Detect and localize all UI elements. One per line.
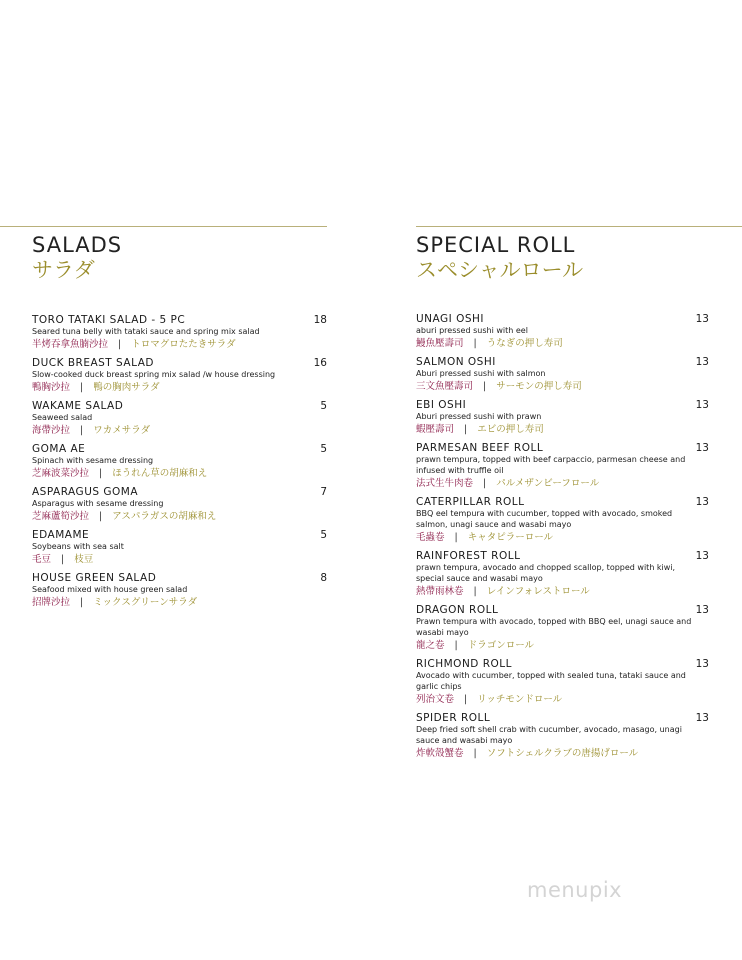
separator: | bbox=[464, 424, 468, 435]
item-name-chinese: 蝦壓壽司 bbox=[416, 424, 455, 435]
separator: | bbox=[473, 748, 477, 759]
item-price: 13 bbox=[695, 399, 709, 411]
menu-item bbox=[416, 442, 709, 490]
item-translations bbox=[416, 380, 709, 393]
menu-item bbox=[32, 529, 327, 566]
section-title-en: SPECIAL ROLL bbox=[416, 233, 576, 257]
separator: | bbox=[473, 338, 477, 349]
item-price: 13 bbox=[695, 313, 709, 325]
item-name: DRAGON ROLL bbox=[416, 604, 499, 616]
separator: | bbox=[454, 532, 458, 543]
item-description: Seaweed salad bbox=[32, 413, 93, 422]
menu-item bbox=[32, 443, 327, 480]
salads-items bbox=[32, 314, 327, 609]
item-name-japanese: ミックスグリーンサラダ bbox=[93, 597, 198, 608]
item-name-japanese: エビの押し寿司 bbox=[477, 424, 544, 435]
item-name-japanese: キャタピラーロール bbox=[467, 532, 554, 543]
item-price: 13 bbox=[695, 550, 709, 562]
item-price: 18 bbox=[313, 314, 327, 326]
item-translations bbox=[416, 639, 709, 652]
item-name-japanese: サーモンの押し寿司 bbox=[496, 381, 582, 392]
separator: | bbox=[118, 339, 122, 350]
item-name-chinese: 法式生牛肉卷 bbox=[416, 478, 474, 489]
section-divider bbox=[0, 226, 327, 227]
item-price: 13 bbox=[695, 712, 709, 724]
item-translations bbox=[32, 510, 327, 523]
item-translations bbox=[416, 337, 709, 350]
item-name-japanese: ほうれん草の胡麻和え bbox=[112, 468, 208, 479]
section-title-jp: スペシャルロール bbox=[416, 258, 584, 282]
menu-item bbox=[416, 658, 709, 706]
menu-item bbox=[32, 486, 327, 523]
item-description: Asparagus with sesame dressing bbox=[32, 499, 164, 508]
item-description: Soybeans with sea salt bbox=[32, 542, 124, 551]
item-name: UNAGI OSHI bbox=[416, 313, 485, 325]
separator: | bbox=[99, 468, 103, 479]
item-name: EDAMAME bbox=[32, 529, 90, 541]
menu-item bbox=[416, 356, 709, 393]
item-price: 5 bbox=[320, 400, 327, 412]
item-translations bbox=[416, 585, 709, 598]
item-price: 16 bbox=[313, 357, 327, 369]
menu-item bbox=[416, 712, 709, 760]
item-name-chinese: 三文魚壓壽司 bbox=[416, 381, 474, 392]
item-description: Spinach with sesame dressing bbox=[32, 456, 154, 465]
section-divider bbox=[416, 226, 742, 227]
item-name-chinese: 毛蟲卷 bbox=[416, 532, 445, 543]
item-name: DUCK BREAST SALAD bbox=[32, 357, 154, 369]
special-roll-section bbox=[416, 226, 709, 766]
item-price: 13 bbox=[695, 356, 709, 368]
menu-item bbox=[416, 313, 709, 350]
section-title-jp: サラダ bbox=[32, 258, 95, 282]
item-description: prawn tempura, avocado and chopped scallop, topped with kiwi, special sauce and wasabi mayo bbox=[416, 563, 676, 583]
section-title-en: SALADS bbox=[32, 233, 123, 257]
item-description: aburi pressed sushi with eel bbox=[416, 326, 528, 335]
item-name: CATERPILLAR ROLL bbox=[416, 496, 525, 508]
item-name-chinese: 半烤吞拿魚腩沙拉 bbox=[32, 339, 109, 350]
item-name-chinese: 鴨胸沙拉 bbox=[32, 382, 71, 393]
item-name: SPIDER ROLL bbox=[416, 712, 491, 724]
separator: | bbox=[464, 694, 468, 705]
item-translations bbox=[32, 553, 327, 566]
separator: | bbox=[80, 382, 84, 393]
item-translations bbox=[32, 424, 327, 437]
separator: | bbox=[80, 425, 84, 436]
special-roll-items bbox=[416, 313, 709, 760]
item-name: ASPARAGUS GOMA bbox=[32, 486, 139, 498]
separator: | bbox=[80, 597, 84, 608]
item-name: SALMON OSHI bbox=[416, 356, 496, 368]
item-name-japanese: ドラゴンロール bbox=[467, 640, 535, 651]
menu-item bbox=[32, 357, 327, 394]
item-name-chinese: 龍之卷 bbox=[416, 640, 445, 651]
item-name-japanese: 鴨の胸肉サラダ bbox=[93, 382, 160, 393]
item-translations bbox=[32, 381, 327, 394]
item-translations bbox=[416, 423, 709, 436]
item-price: 13 bbox=[695, 604, 709, 616]
separator: | bbox=[483, 381, 487, 392]
item-name-chinese: 芝麻蘆筍沙拉 bbox=[32, 511, 90, 522]
menu-item bbox=[32, 400, 327, 437]
separator: | bbox=[473, 586, 477, 597]
item-name: GOMA AE bbox=[32, 443, 86, 455]
item-name: WAKAME SALAD bbox=[32, 400, 124, 412]
item-price: 13 bbox=[695, 496, 709, 508]
item-name-chinese: 毛豆 bbox=[32, 554, 52, 565]
item-name: PARMESAN BEEF ROLL bbox=[416, 442, 544, 454]
item-description: Deep fried soft shell crab with cucumber, avocado, masago, unagi sauce and wasabi mayo bbox=[416, 725, 682, 745]
item-description: Seared tuna belly with tataki sauce and spring mix salad bbox=[32, 327, 260, 336]
item-translations bbox=[416, 693, 709, 706]
menu-item bbox=[416, 604, 709, 652]
item-price: 13 bbox=[695, 658, 709, 670]
separator: | bbox=[61, 554, 65, 565]
item-name: TORO TATAKI SALAD - 5 PC bbox=[32, 314, 186, 326]
item-translations bbox=[416, 531, 709, 544]
menu-item bbox=[416, 550, 709, 598]
item-description: Seafood mixed with house green salad bbox=[32, 585, 188, 594]
salads-section bbox=[32, 226, 327, 615]
item-name-japanese: リッチモンドロール bbox=[477, 694, 563, 705]
item-translations bbox=[32, 467, 327, 480]
item-description: Avocado with cucumber, topped with sealed tuna, tataki sauce and garlic chips bbox=[416, 671, 686, 691]
item-name-japanese: ワカメサラダ bbox=[93, 425, 151, 436]
menu-item bbox=[32, 314, 327, 351]
item-name-chinese: 炸軟殼蟹卷 bbox=[416, 748, 464, 759]
item-description: Prawn tempura with avocado, topped with BBQ eel, unagi sauce and wasabi mayo bbox=[416, 617, 692, 637]
menu-item bbox=[416, 496, 709, 544]
item-name-japanese: アスパラガスの胡麻和え bbox=[112, 511, 217, 522]
item-translations bbox=[416, 747, 709, 760]
item-name-japanese: 枝豆 bbox=[74, 554, 94, 565]
item-price: 13 bbox=[695, 442, 709, 454]
item-translations bbox=[32, 596, 327, 609]
item-name-japanese: トロマグロたたきサラダ bbox=[131, 339, 236, 350]
item-description: BBQ eel tempura with cucumber, topped with avocado, smoked salmon, unagi sauce and wasabi mayo bbox=[416, 509, 673, 529]
item-name-chinese: 熱帶雨林卷 bbox=[416, 586, 464, 597]
item-name-chinese: 招牌沙拉 bbox=[32, 597, 71, 608]
item-name: HOUSE GREEN SALAD bbox=[32, 572, 157, 584]
item-price: 5 bbox=[320, 529, 327, 541]
item-name-chinese: 芝麻波菜沙拉 bbox=[32, 468, 90, 479]
separator: | bbox=[454, 640, 458, 651]
item-name-japanese: レインフォレストロール bbox=[486, 586, 590, 597]
item-name-chinese: 鰻魚壓壽司 bbox=[416, 338, 464, 349]
item-description: Aburi pressed sushi with salmon bbox=[416, 369, 546, 378]
item-name: RICHMOND ROLL bbox=[416, 658, 512, 670]
menu-item bbox=[416, 399, 709, 436]
item-name: EBI OSHI bbox=[416, 399, 467, 411]
item-description: Slow-cooked duck breast spring mix salad /w house dressing bbox=[32, 370, 276, 379]
item-name-chinese: 海帶沙拉 bbox=[32, 425, 71, 436]
item-name-chinese: 列治文卷 bbox=[416, 694, 455, 705]
separator: | bbox=[483, 478, 487, 489]
item-price: 8 bbox=[320, 572, 327, 584]
menu-item bbox=[32, 572, 327, 609]
item-translations bbox=[416, 477, 709, 490]
watermark: menupix bbox=[527, 878, 623, 902]
item-translations bbox=[32, 338, 327, 351]
separator: | bbox=[99, 511, 103, 522]
item-name: RAINFOREST ROLL bbox=[416, 550, 521, 562]
item-name-japanese: ソフトシェルクラブの唐揚げロール bbox=[486, 748, 639, 759]
item-description: prawn tempura, topped with beef carpaccio, parmesan cheese and infused with truffle oil bbox=[416, 455, 686, 475]
item-description: Aburi pressed sushi with prawn bbox=[416, 412, 542, 421]
item-price: 7 bbox=[320, 486, 327, 498]
item-name-japanese: うなぎの押し寿司 bbox=[486, 338, 563, 349]
item-name-japanese: パルメザンビーフロール bbox=[496, 478, 600, 489]
item-price: 5 bbox=[320, 443, 327, 455]
